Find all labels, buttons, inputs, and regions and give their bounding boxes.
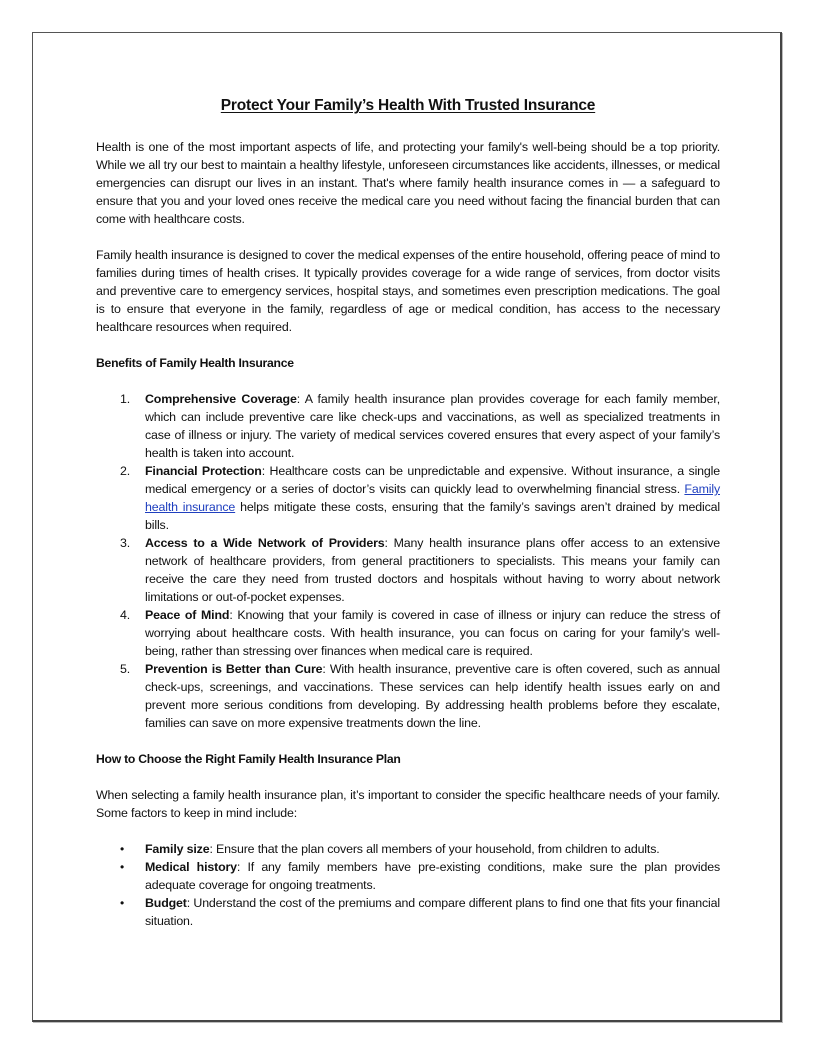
benefit-item (96, 660, 720, 732)
benefit-text: : Knowing that your family is covered in case of illness or injury can reduce the stress of worrying about healthcare costs. With health insurance, you can focus on caring for your family’s well-being, rather than stressing over finances when medical care is required. (145, 608, 720, 658)
factor-text: : If any family members have pre-existing conditions, make sure the plan provides adequate coverage for ongoing treatments. (145, 860, 721, 892)
choose-plan-heading: How to Choose the Right Family Health Insurance Plan (96, 752, 401, 766)
list-number: 4. (120, 608, 131, 622)
benefit-item (96, 606, 720, 660)
benefits-list (96, 390, 720, 732)
choose-plan-intro: When selecting a family health insurance plan, it’s important to consider the specific healthcare needs of your family. Some factors to keep in mind include: (96, 788, 720, 820)
factor-term: Budget (145, 896, 187, 910)
factor-text: : Ensure that the plan covers all members of your household, from children to adults. (209, 842, 660, 856)
factor-item (96, 858, 720, 894)
benefit-term: Access to a Wide Network of Providers (145, 536, 385, 550)
list-number: 3. (120, 536, 131, 550)
page-title: Protect Your Family’s Health With Trusted Insurance (220, 97, 596, 114)
benefit-item (96, 534, 720, 606)
intro-paragraph-2: Family health insurance is designed to cover the medical expenses of the entire household, offering peace of mind to families during times of health crises. It typically provides coverage for a wide range of services, from doctor visits and preventive care to emergency services, hospital stays, and sometimes even prescription medications. The goal is to ensure that everyone in the family, regardless of age or medical condition, has access to the necessary healthcare resources when required. (96, 248, 720, 334)
bullet-icon: • (120, 896, 125, 910)
benefit-term: Prevention is Better than Cure (145, 662, 323, 676)
list-number: 2. (120, 464, 131, 478)
factor-item (96, 840, 720, 858)
factors-list (96, 840, 720, 930)
list-number: 1. (120, 392, 131, 406)
factor-term: Medical history (145, 860, 237, 874)
factor-term: Family size (145, 842, 210, 856)
bullet-icon: • (120, 860, 125, 874)
benefit-text: : Healthcare costs can be unpredictable and expensive. Without insurance, a single medical emergency or a series of doctor’s visits can quickly lead to overwhelming financial stress. (145, 464, 720, 496)
benefit-term: Comprehensive Coverage (145, 392, 297, 406)
benefit-item (96, 462, 720, 534)
factor-text: : Understand the cost of the premiums and compare different plans to find one that fits your financial situation. (145, 896, 720, 928)
list-number: 5. (120, 662, 131, 676)
benefit-text: : Many health insurance plans offer access to an extensive network of healthcare providers, from general practitioners to specialists. This means your family can receive the care they need from trusted doctors and hospitals without having to worry about network limitations or out-of-pocket expenses. (145, 536, 720, 604)
benefit-term: Financial Protection (145, 464, 262, 478)
benefit-item (96, 390, 720, 462)
benefits-heading: Benefits of Family Health Insurance (96, 356, 294, 370)
factor-item (96, 894, 720, 930)
benefit-text: : A family health insurance plan provides coverage for each family member, which can include preventive care like check-ups and vaccinations, as well as specialized treatments in case of illness or injury. The variety of medical services covered ensures that every aspect of your family’s health is taken into account. (145, 392, 720, 460)
intro-paragraph-1: Health is one of the most important aspects of life, and protecting your family's well-being should be a top priority. While we all try our best to maintain a healthy lifestyle, unforeseen circumstances like accidents, illnesses, or medical emergencies can disrupt our lives in an instant. That's where family health insurance comes in — a safeguard to ensure that you and your loved ones receive the medical care you need without facing the financial burden that can come with healthcare costs. (96, 140, 720, 226)
family-health-insurance-link[interactable]: Family health insurance (145, 482, 720, 514)
bullet-icon: • (120, 842, 125, 856)
document-body (96, 96, 720, 948)
benefit-term: Peace of Mind (145, 608, 230, 622)
benefit-text: : With health insurance, preventive care is often covered, such as annual check-ups, screenings, and vaccinations. These services can help identify health issues early on and prevent more serious conditions from developing. By addressing health problems before they escalate, families can save on more expensive treatments down the line. (145, 662, 721, 730)
benefit-text: helps mitigate these costs, ensuring that the family’s savings aren’t drained by medical bills. (145, 500, 720, 532)
